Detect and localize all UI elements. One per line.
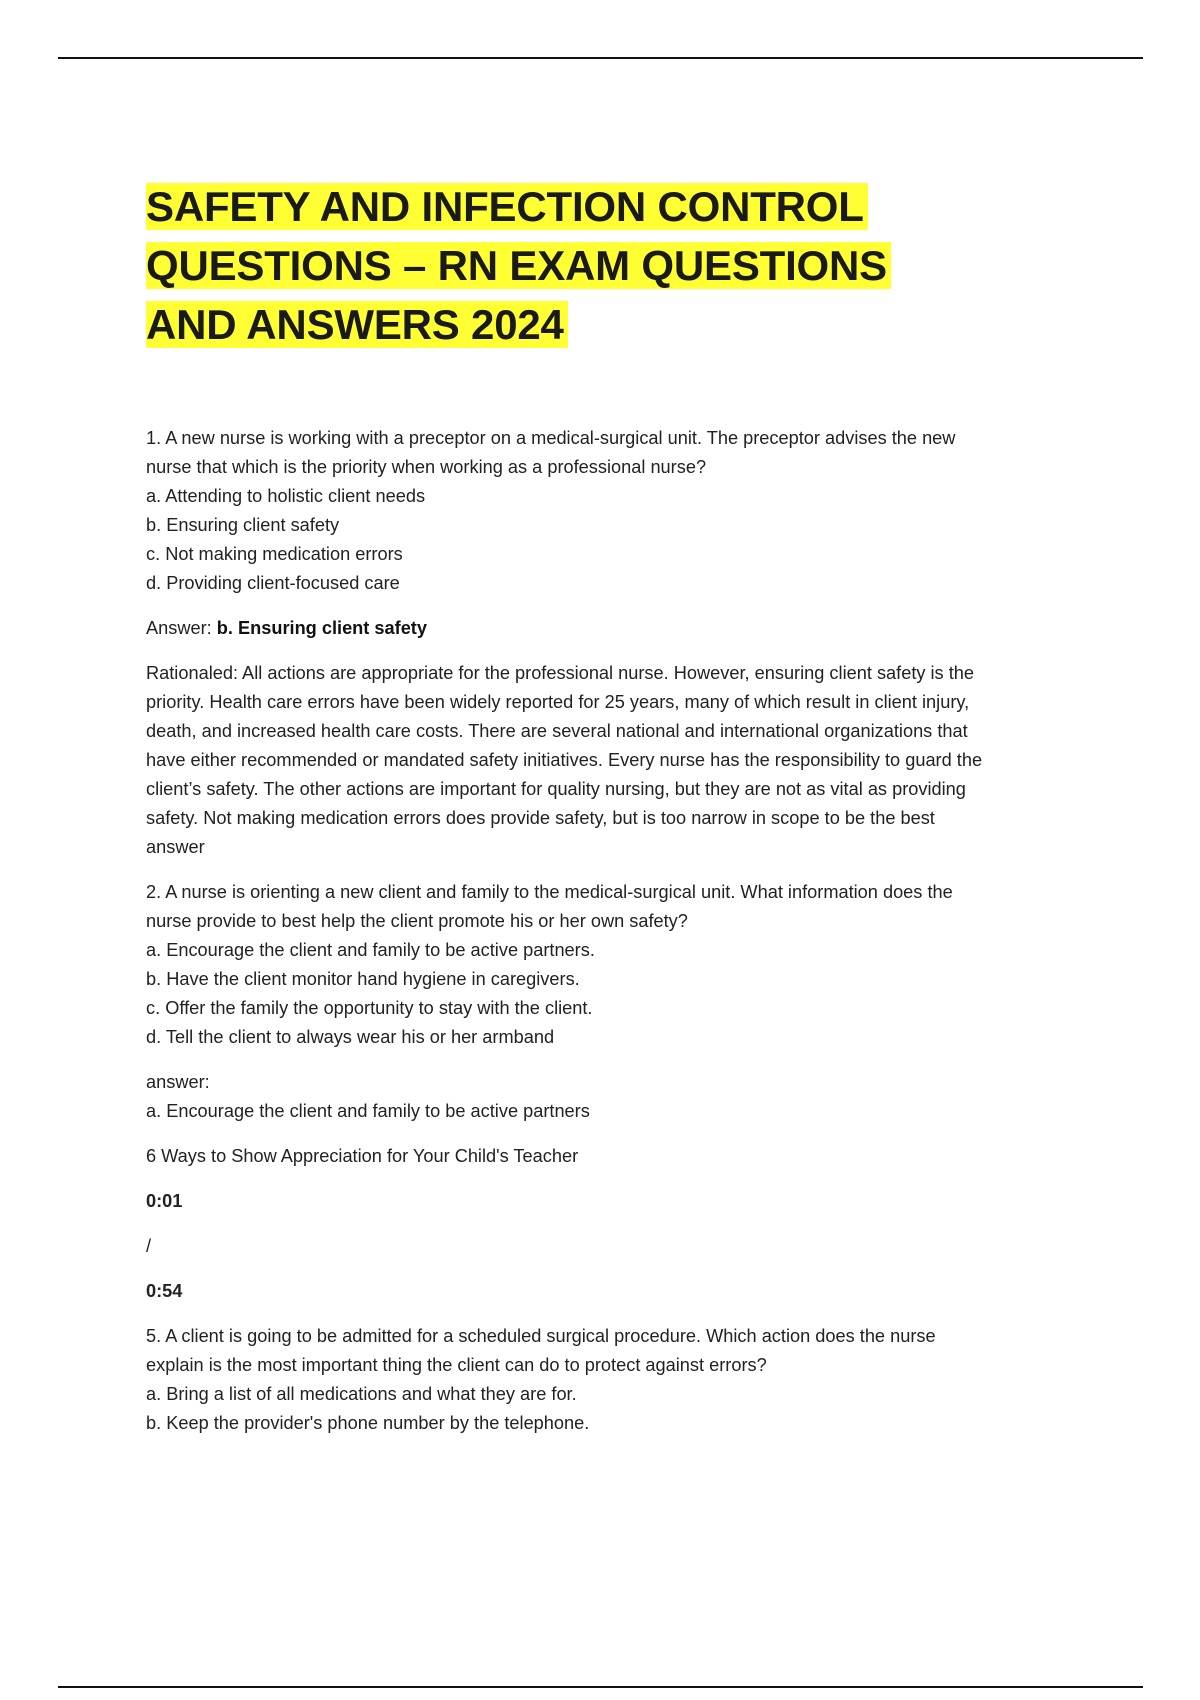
question-2-option-b: b. Have the client monitor hand hygiene in caregivers. — [146, 969, 580, 989]
title-line-1: SAFETY AND INFECTION CONTROL — [146, 183, 868, 230]
header-rule — [58, 57, 1143, 59]
question-1-option-d: d. Providing client-focused care — [146, 573, 400, 593]
question-2-answer-value: a. Encourage the client and family to be active partners — [146, 1101, 590, 1121]
title-line-3: AND ANSWERS 2024 — [146, 301, 568, 348]
rationale-line: priority. Health care errors have been widely reported for 25 years, many of which result in client injury, — [146, 692, 970, 712]
question-1-stem-line-2: nurse that which is the priority when working as a professional nurse? — [146, 457, 707, 477]
question-5-stem-line-1: 5. A client is going to be admitted for a scheduled surgical procedure. Which action does the nurse — [146, 1326, 936, 1346]
question-2-option-d: d. Tell the client to always wear his or her armband — [146, 1027, 555, 1047]
document-body — [146, 177, 1096, 1454]
question-5-option-a: a. Bring a list of all medications and what they are for. — [146, 1384, 577, 1404]
question-1-answer — [146, 614, 1096, 643]
rationale-line: death, and increased health care costs. There are several national and international organizations that — [146, 721, 968, 741]
question-1-option-c: c. Not making medication errors — [146, 544, 403, 564]
question-2-stem-line-2: nurse provide to best help the client promote his or her own safety? — [146, 911, 688, 931]
question-1-stem-line-1: 1. A new nurse is working with a preceptor on a medical-surgical unit. The preceptor advises the new — [146, 428, 956, 448]
question-1-answer-label: Answer: — [146, 618, 212, 638]
question-2-option-c: c. Offer the family the opportunity to stay with the client. — [146, 998, 593, 1018]
question-1-rationale — [146, 659, 1096, 862]
question-2-answer-label: answer: — [146, 1072, 210, 1092]
rationale-line: safety. Not making medication errors does provide safety, but is too narrow in scope to be the best — [146, 808, 935, 828]
question-5-option-b: b. Keep the provider's phone number by the telephone. — [146, 1413, 590, 1433]
rationale-line: client’s safety. The other actions are important for quality nursing, but they are not as vital as providing — [146, 779, 966, 799]
question-1-option-a: a. Attending to holistic client needs — [146, 486, 426, 506]
rationale-line: have either recommended or mandated safety initiatives. Every nurse has the responsibility to guard the — [146, 750, 983, 770]
document-title — [146, 177, 1096, 354]
question-1 — [146, 424, 1096, 598]
video-time-separator: / — [146, 1236, 152, 1256]
title-line-2: QUESTIONS – RN EXAM QUESTIONS — [146, 242, 891, 289]
question-1-answer-value: b. Ensuring client safety — [216, 618, 427, 638]
question-5-stem-line-2: explain is the most important thing the client can do to protect against errors? — [146, 1355, 767, 1375]
question-2 — [146, 878, 1096, 1052]
footer-rule — [58, 1686, 1143, 1688]
question-5 — [146, 1322, 1096, 1438]
question-2-option-a: a. Encourage the client and family to be active partners. — [146, 940, 595, 960]
rationale-line: Rationaled: All actions are appropriate for the professional nurse. However, ensuring client safety is the — [146, 663, 974, 683]
rationale-line: answer — [146, 837, 205, 857]
question-2-stem-line-1: 2. A nurse is orienting a new client and family to the medical-surgical unit. What information does the — [146, 882, 953, 902]
question-1-option-b: b. Ensuring client safety — [146, 515, 340, 535]
video-duration: 0:54 — [146, 1281, 183, 1301]
question-2-answer — [146, 1068, 1096, 1126]
video-current-time: 0:01 — [146, 1191, 183, 1211]
video-caption[interactable]: 6 Ways to Show Appreciation for Your Child's Teacher — [146, 1146, 579, 1166]
